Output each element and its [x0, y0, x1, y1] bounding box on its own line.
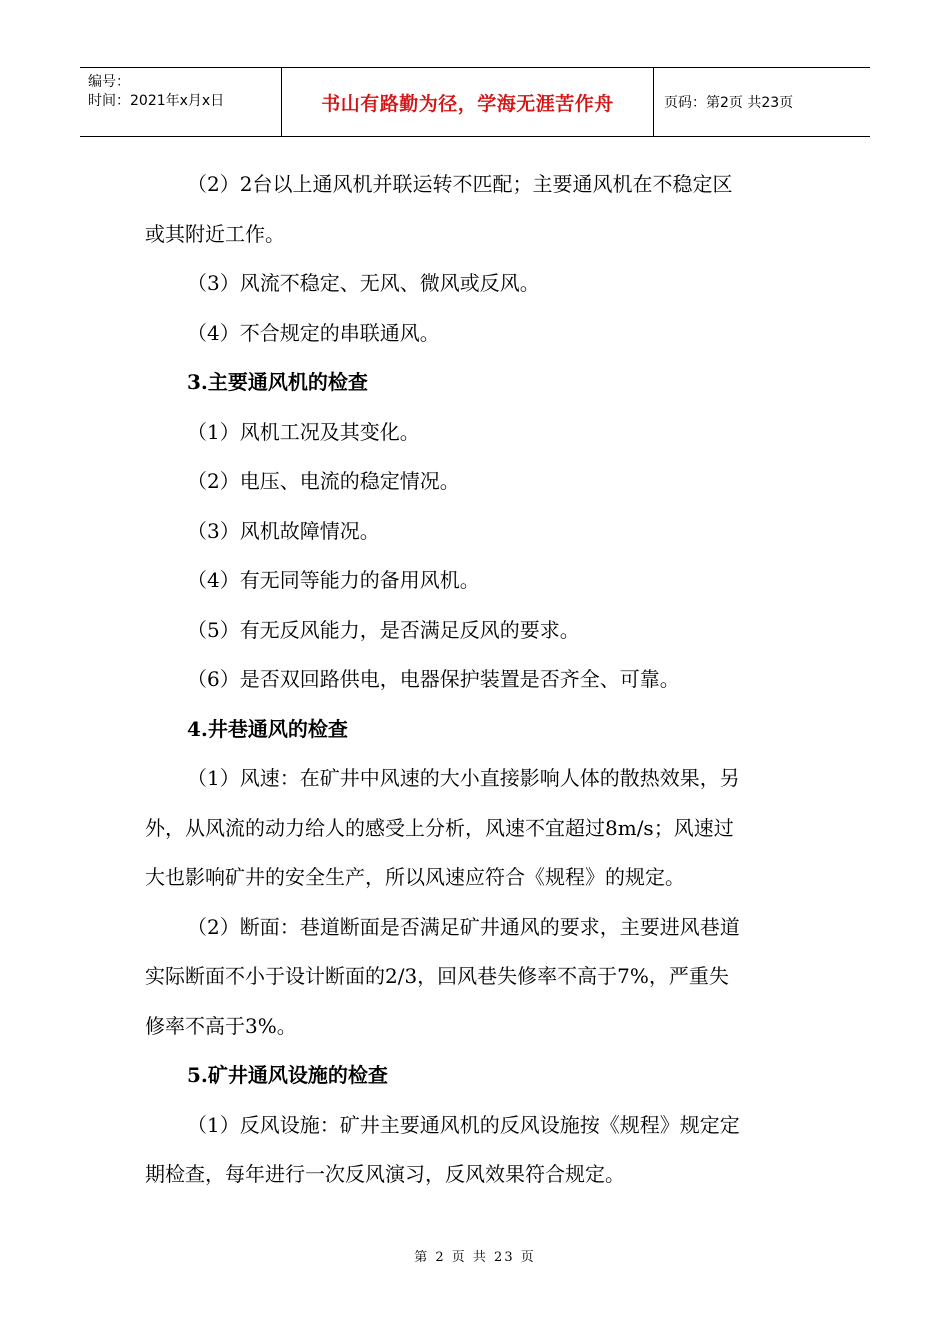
paragraph-line: （4）不合规定的串联通风。 — [187, 320, 440, 345]
paragraph-line: 外，从风流的动力给人的感受上分析，风速不宜超过8m/s；风速过 — [145, 815, 734, 840]
paragraph-line: 期检查，每年进行一次反风演习，反风效果符合规定。 — [145, 1162, 625, 1186]
paragraph-line: 实际断面不小于设计断面的2/3，回风巷失修率不高于7%，严重失 — [145, 964, 729, 988]
header-motto: 书山有路勤为径，学海无涯苦作舟 — [282, 68, 654, 136]
paragraph-line: （1）风速：在矿井中风速的大小直接影响人体的散热效果，另 — [187, 766, 740, 790]
paragraph-line: （4）有无同等能力的备用风机。 — [187, 568, 480, 592]
section-heading: 5.矿井通风设施的检查 — [187, 1063, 388, 1087]
paragraph-line: （2）2台以上通风机并联运转不匹配；主要通风机在不稳定区 — [187, 172, 733, 196]
paragraph-line: 或其附近工作。 — [145, 221, 285, 246]
time-label: 时间：2021年x月x日 — [88, 93, 225, 109]
paragraph-line: （5）有无反风能力，是否满足反风的要求。 — [187, 617, 580, 642]
paragraph-line: （3）风机故障情况。 — [187, 518, 380, 543]
paragraph-line: 修率不高于3%。 — [145, 1013, 297, 1038]
section-heading: 4.井巷通风的检查 — [187, 716, 348, 741]
paragraph-line: （3）风流不稳定、无风、微风或反风。 — [187, 271, 540, 295]
page-footer: 第 2 页 共 23 页 — [414, 1250, 536, 1265]
page-header — [80, 67, 870, 137]
paragraph-line: 大也影响矿井的安全生产，所以风速应符合《规程》的规定。 — [145, 865, 685, 889]
header-meta — [80, 68, 282, 136]
code-label: 编号： — [88, 74, 130, 90]
paragraph-line: （2）断面：巷道断面是否满足矿井通风的要求，主要进风巷道 — [187, 914, 740, 939]
paragraph-line: （6）是否双回路供电，电器保护装置是否齐全、可靠。 — [187, 667, 680, 691]
section-heading: 3.主要通风机的检查 — [187, 370, 368, 394]
paragraph-line: （1）风机工况及其变化。 — [187, 419, 420, 444]
paragraph-line: （1）反风设施：矿井主要通风机的反风设施按《规程》规定定 — [187, 1112, 740, 1137]
header-page-info: 页码：第2页 共23页 — [664, 95, 794, 111]
paragraph-line: （2）电压、电流的稳定情况。 — [187, 469, 460, 493]
document-body — [145, 160, 805, 1200]
